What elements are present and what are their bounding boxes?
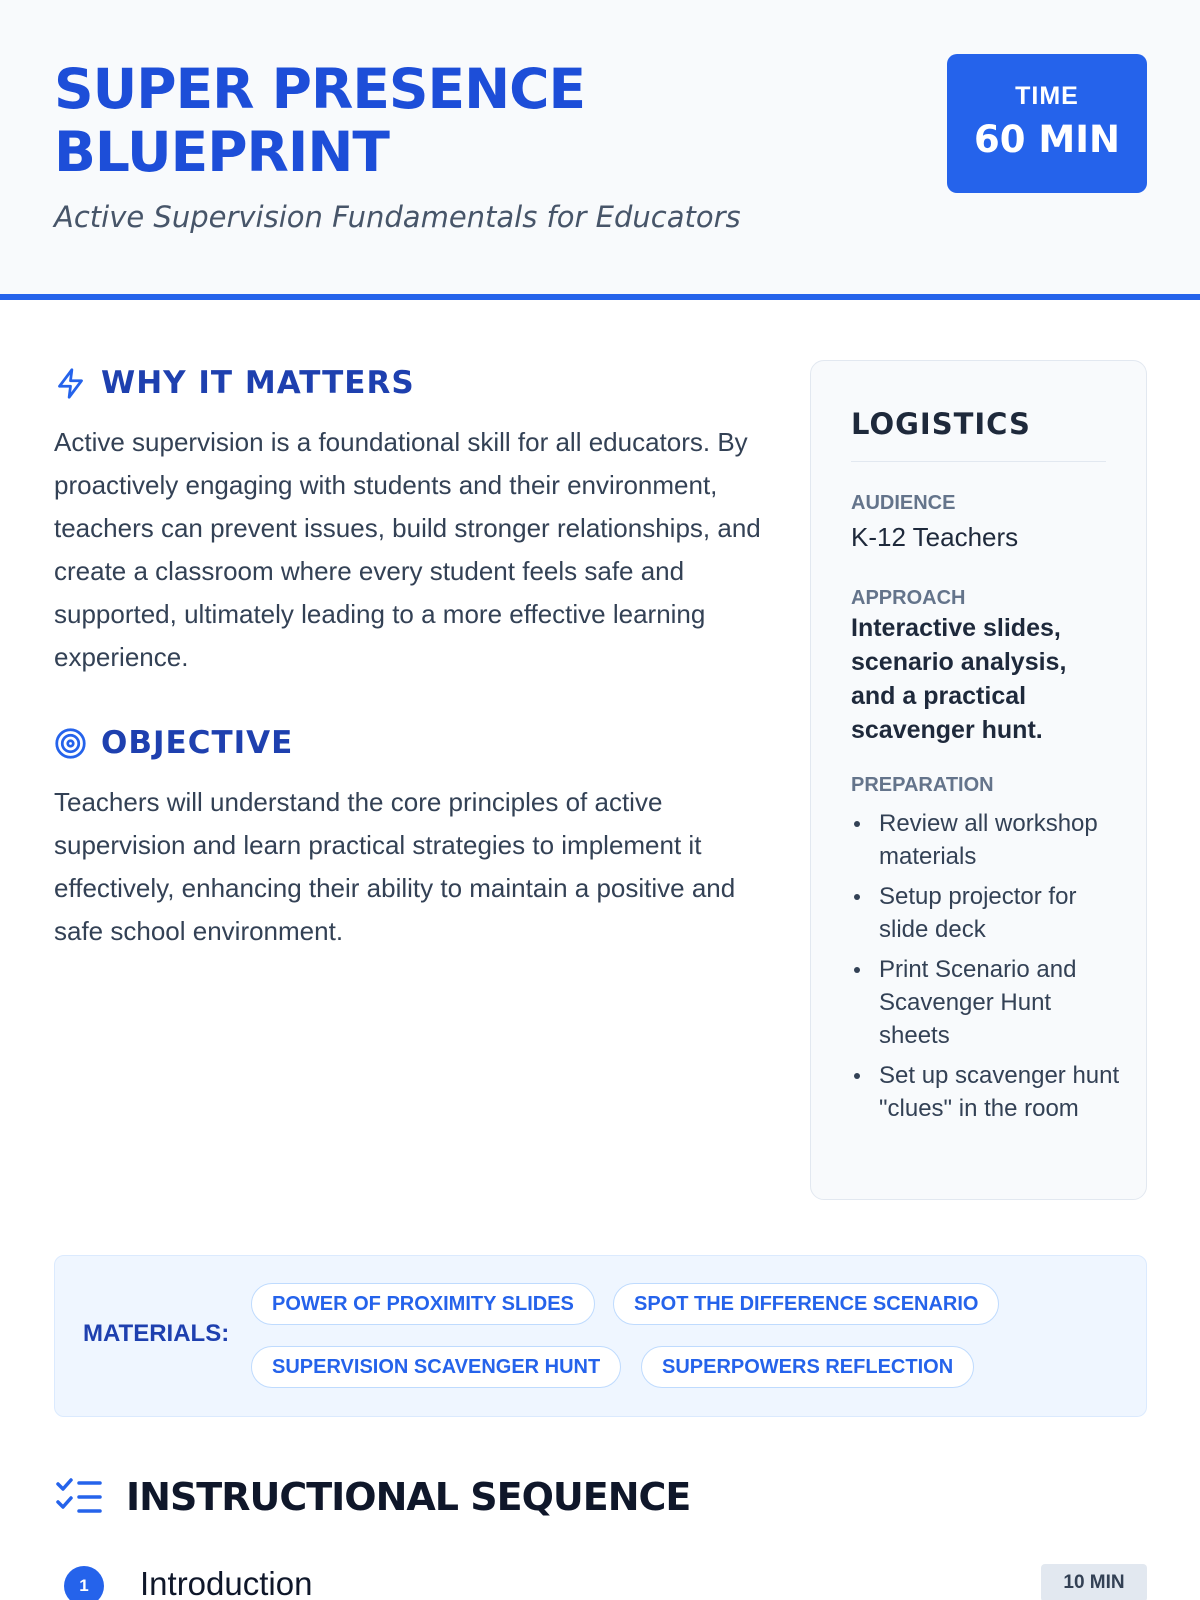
page-title: SUPER PRESENCE BLUEPRINT: [54, 57, 586, 184]
why-heading-label: WHY IT MATTERS: [101, 365, 415, 401]
sequence-heading-label: INSTRUCTIONAL SEQUENCE: [126, 1475, 691, 1519]
materials-label: MATERIALS:: [83, 1320, 230, 1347]
preparation-item: Review all workshop materials: [851, 807, 1121, 873]
material-tag[interactable]: SUPERVISION SCAVENGER HUNT: [251, 1346, 621, 1388]
time-value: 60 MIN: [974, 118, 1120, 161]
step-time-badge: 10 MIN: [1041, 1564, 1147, 1600]
target-icon: [54, 727, 87, 760]
audience-value: K-12 Teachers: [851, 522, 1019, 552]
why-heading: [54, 365, 415, 401]
preparation-item: Set up scavenger hunt "clues" in the room: [851, 1059, 1121, 1125]
time-label: TIME: [1015, 82, 1079, 110]
preparation-item: Setup projector for slide deck: [851, 880, 1121, 946]
sequence-heading: [54, 1475, 690, 1519]
logistics-card: [810, 360, 1147, 1200]
page-header: [0, 0, 1200, 300]
material-tag[interactable]: SPOT THE DIFFERENCE SCENARIO: [613, 1283, 999, 1325]
time-badge: [947, 54, 1147, 193]
material-tag[interactable]: SUPERPOWERS REFLECTION: [641, 1346, 974, 1388]
preparation-label: PREPARATION: [851, 774, 994, 796]
why-text: Active supervision is a foundational skill for all educators. By proactively engaging with students and their environment, teachers can prevent issues, build stronger relationships, and create a classroom where every student feels safe and supported, ultimately leading to a more effective learning experience.: [54, 427, 761, 672]
step-title: Introduction: [140, 1565, 313, 1600]
step-number: 1: [64, 1566, 104, 1600]
lightning-icon: [54, 367, 87, 400]
approach-value: Interactive slides, scenario analysis, and a practical scavenger hunt.: [851, 614, 1067, 744]
logistics-title: LOGISTICS: [851, 407, 1106, 462]
checklist-icon: [54, 1475, 104, 1519]
objective-text: Teachers will understand the core principles of active supervision and learn practical strategies to implement it effectively, enhancing their ability to maintain a positive and safe school environment.: [54, 787, 736, 946]
materials-panel: [54, 1255, 1147, 1417]
audience-label: AUDIENCE: [851, 492, 956, 514]
approach-label: APPROACH: [851, 587, 966, 609]
objective-heading: [54, 725, 293, 761]
preparation-list: [851, 807, 1121, 1132]
page-subtitle: Active Supervision Fundamentals for Educators: [54, 200, 741, 234]
objective-heading-label: OBJECTIVE: [101, 725, 294, 761]
material-tag[interactable]: POWER OF PROXIMITY SLIDES: [251, 1283, 595, 1325]
preparation-item: Print Scenario and Scavenger Hunt sheets: [851, 953, 1121, 1052]
